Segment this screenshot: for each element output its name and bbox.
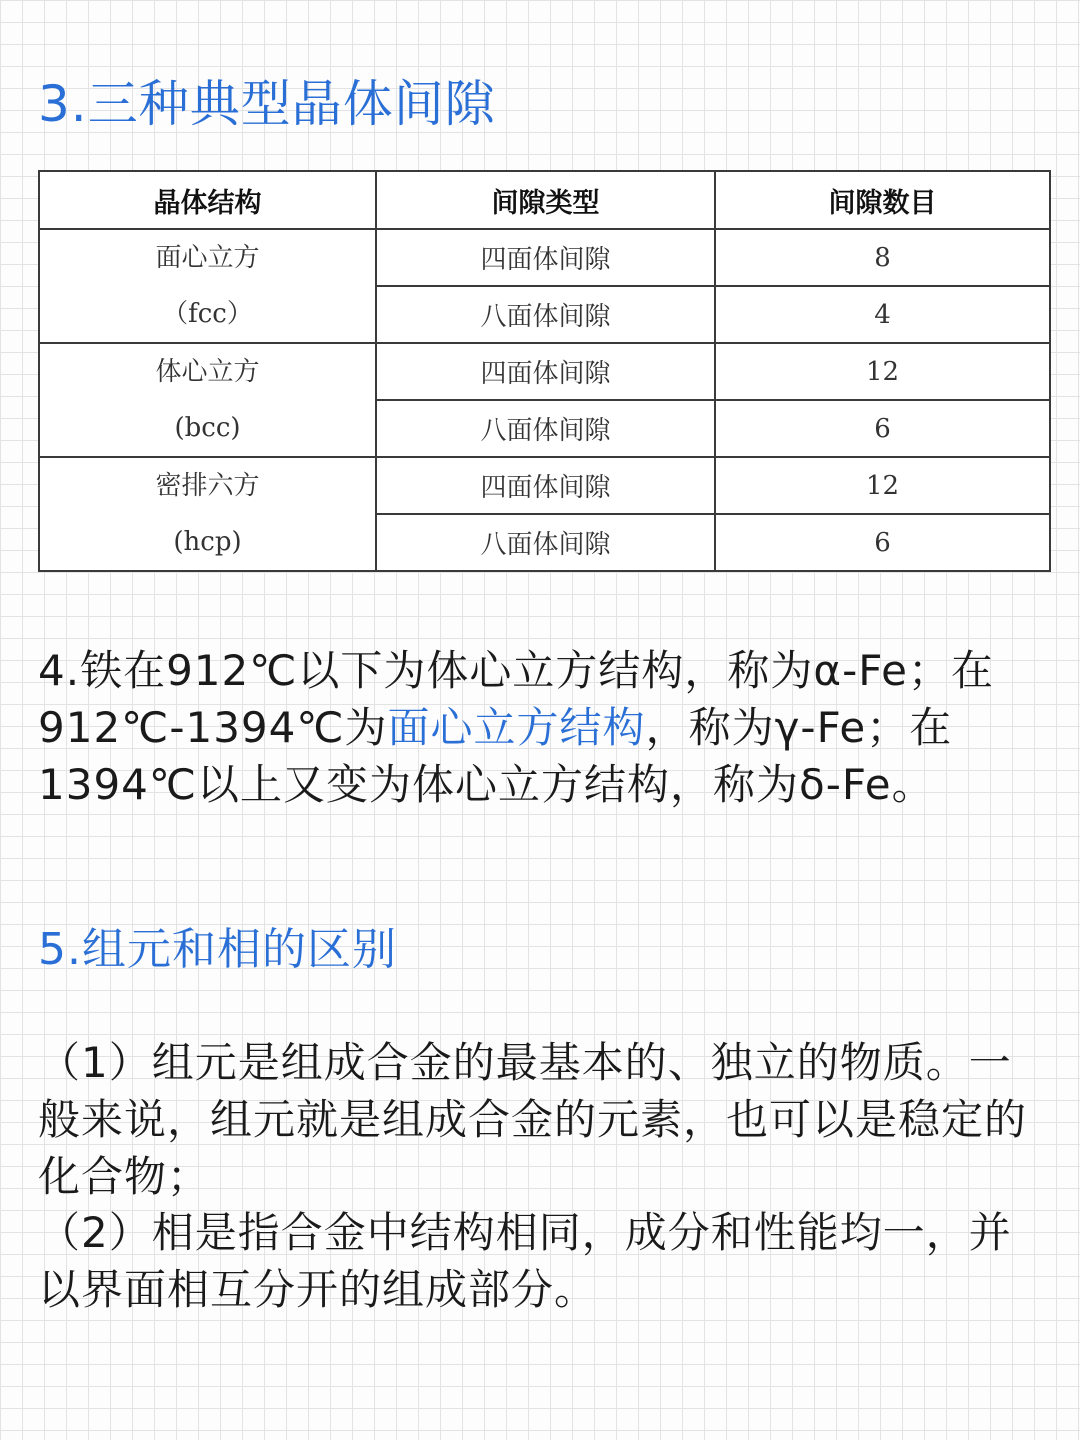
table-row xyxy=(39,229,1050,286)
iron-text-after: ，称为γ-Fe；在1394℃以上又变为体心立方结构，称为δ-Fe。 xyxy=(38,703,953,809)
structure-name: 密排六方 xyxy=(155,471,260,501)
interstice-type-cell: 四面体间隙 xyxy=(376,457,715,514)
structure-cell-fcc xyxy=(39,229,376,343)
table-row xyxy=(39,343,1050,400)
header-interstice-type: 间隙类型 xyxy=(376,171,715,229)
structure-cell-bcc xyxy=(39,343,376,457)
interstice-count-cell: 4 xyxy=(715,286,1050,343)
table-header-row xyxy=(39,171,1050,229)
interstice-count-cell: 12 xyxy=(715,457,1050,514)
interstice-type-cell: 八面体间隙 xyxy=(376,286,715,343)
interstice-type-cell: 四面体间隙 xyxy=(376,229,715,286)
structure-abbr: （fcc） xyxy=(162,299,253,329)
interstice-type-cell: 八面体间隙 xyxy=(376,400,715,457)
header-interstice-count: 间隙数目 xyxy=(715,171,1050,229)
iron-phase-paragraph xyxy=(38,642,1038,813)
phase-definition-paragraph: （2）相是指合金中结构相同，成分和性能均一，并以界面相互分开的组成部分。 xyxy=(38,1208,1012,1314)
crystal-interstice-table xyxy=(38,170,1051,572)
table-row xyxy=(39,457,1050,514)
structure-abbr: (hcp) xyxy=(173,527,242,557)
interstice-count-cell: 6 xyxy=(715,400,1050,457)
interstice-type-cell: 八面体间隙 xyxy=(376,514,715,571)
structure-name: 面心立方 xyxy=(155,243,260,273)
interstice-type-cell: 四面体间隙 xyxy=(376,343,715,400)
structure-cell-hcp xyxy=(39,457,376,571)
interstice-count-cell: 8 xyxy=(715,229,1050,286)
structure-name: 体心立方 xyxy=(155,357,260,387)
component-definition-paragraph: （1）组元是组成合金的最基本的、独立的物质。一般来说，组元就是组成合金的元素，也可以是稳定的化合物； xyxy=(38,1038,1028,1201)
interstice-count-cell: 12 xyxy=(715,343,1050,400)
interstice-count-cell: 6 xyxy=(715,514,1050,571)
iron-text-before: 4.铁在912℃以下为体心立方结构，称为α-Fe；在912℃-1394℃为 xyxy=(38,646,994,752)
header-crystal-structure: 晶体结构 xyxy=(39,171,376,229)
section-5-heading: 5.组元和相的区别 xyxy=(38,924,397,975)
section-3-heading: 3.三种典型晶体间隙 xyxy=(38,75,496,133)
fcc-highlight: 面心立方结构 xyxy=(387,703,646,752)
structure-abbr: (bcc) xyxy=(174,413,241,443)
